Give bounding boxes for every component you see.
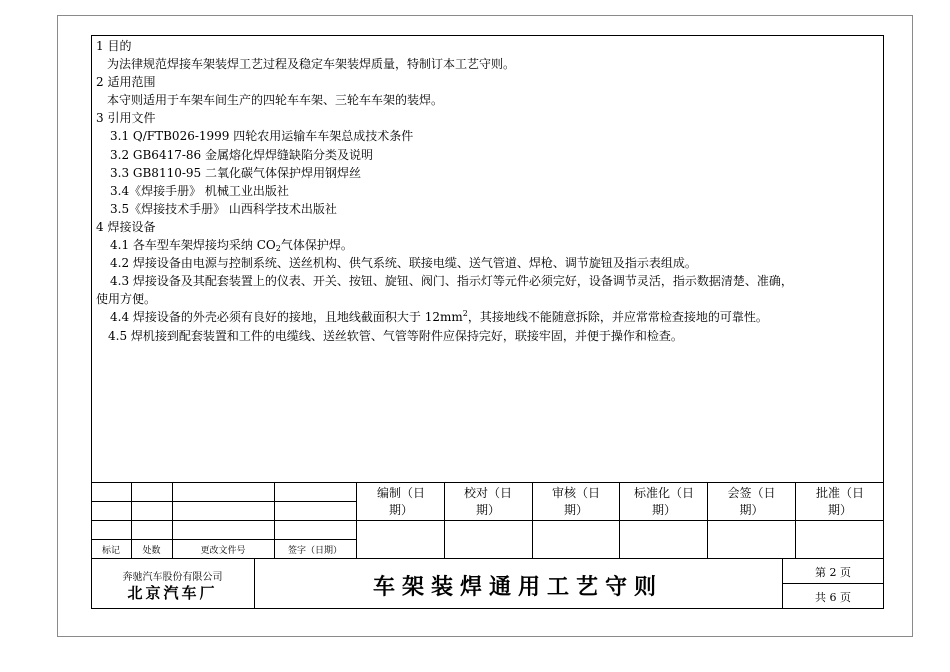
table-rule [356, 482, 357, 558]
checked-by-cell: 校对（日期） [463, 486, 512, 517]
page-total: 共 6 页 [815, 591, 851, 604]
table-rule [619, 482, 620, 558]
paragraph [96, 308, 880, 326]
paragraph: 4.5 焊机接到配套装置和工件的电缆线、送丝软管、气管等附件应保持完好，联接牢固，并便于操作和检查。 [108, 328, 683, 343]
reference-item: 3.5《焊接技术手册》 山西科学技术出版社 [110, 201, 337, 216]
table-rule [91, 482, 884, 483]
reference-item: 3.2 GB6417-86 金属熔化焊焊缝缺陷分类及说明 [110, 147, 373, 162]
superscript: 2 [462, 309, 468, 319]
reference-item: 3.1 Q/FTB026-1999 四轮农用运输车车架总成技术条件 [110, 129, 414, 144]
section-heading: 3 引用文件 [96, 111, 156, 126]
table-rule [91, 520, 884, 521]
reference-item: 3.3 GB8110-95 二氧化碳气体保护焊用钢焊丝 [110, 165, 361, 180]
table-rule [91, 558, 884, 559]
paragraph: 4.2 焊接设备由电源与控制系统、送丝机构、供气系统、联接电缆、送气管道、焊枪、调节旋钮及指示表组成。 [110, 256, 697, 271]
title-block [91, 558, 884, 609]
document-title: 车架装焊通用工艺守则 [372, 575, 663, 600]
change-doc-label: 更改文件号 [200, 546, 246, 556]
paragraph-text: 气体保护焊。 [280, 238, 353, 253]
reference-item: 3.4《焊接手册》 机械工业出版社 [110, 183, 289, 198]
count-label: 处数 [142, 546, 161, 556]
paragraph: 为法律规范焊接车架装焊工艺过程及稳定车架装焊质量，特制订本工艺守则。 [107, 57, 516, 72]
paragraph-text: 4.4 焊接设备的外壳必须有良好的接地，且地线截面积大于 12mm [110, 310, 463, 325]
table-rule [782, 583, 884, 584]
reviewed-by-cell: 审核（日期） [551, 486, 600, 517]
signature-date-label: 签字（日期） [287, 546, 342, 556]
standardization-cell: 标准化（日期） [633, 486, 694, 517]
document-body [96, 37, 880, 345]
signature-table [91, 482, 884, 558]
paragraph-text: 4.1 各车型车架焊接均采纳 CO [110, 238, 276, 253]
approved-by-cell: 批准（日期） [815, 486, 864, 517]
section-heading: 4 焊接设备 [96, 219, 156, 234]
prepared-by-cell: 编制（日期） [376, 486, 425, 517]
paragraph: 本守则适用于车架车间生产的四轮车车架、三轮车车架的装焊。 [107, 93, 444, 108]
paragraph-text: ，其接地线不能随意拆除，并应常常检查接地的可靠性。 [467, 310, 768, 325]
paragraph: 4.3 焊接设备及其配套装置上的仪表、开关、按钮、旋钮、阀门、指示灯等元件必须完好，设备调节灵活，指示数据清楚、准确， [110, 274, 793, 289]
page-number: 第 2 页 [815, 566, 851, 579]
factory-name: 北京汽车厂 [127, 584, 218, 602]
company-name: 奔驰汽车股份有限公司 [122, 572, 223, 583]
paragraph-continuation: 使用方便。 [96, 292, 157, 307]
subscript: 2 [275, 244, 281, 254]
mark-label: 标记 [101, 546, 120, 556]
section-heading: 2 适用范围 [96, 75, 156, 90]
paragraph [96, 236, 880, 254]
section-heading: 1 目的 [96, 39, 132, 53]
countersign-cell: 会签（日期） [727, 486, 776, 517]
table-rule [444, 482, 445, 558]
table-rule [532, 482, 533, 558]
